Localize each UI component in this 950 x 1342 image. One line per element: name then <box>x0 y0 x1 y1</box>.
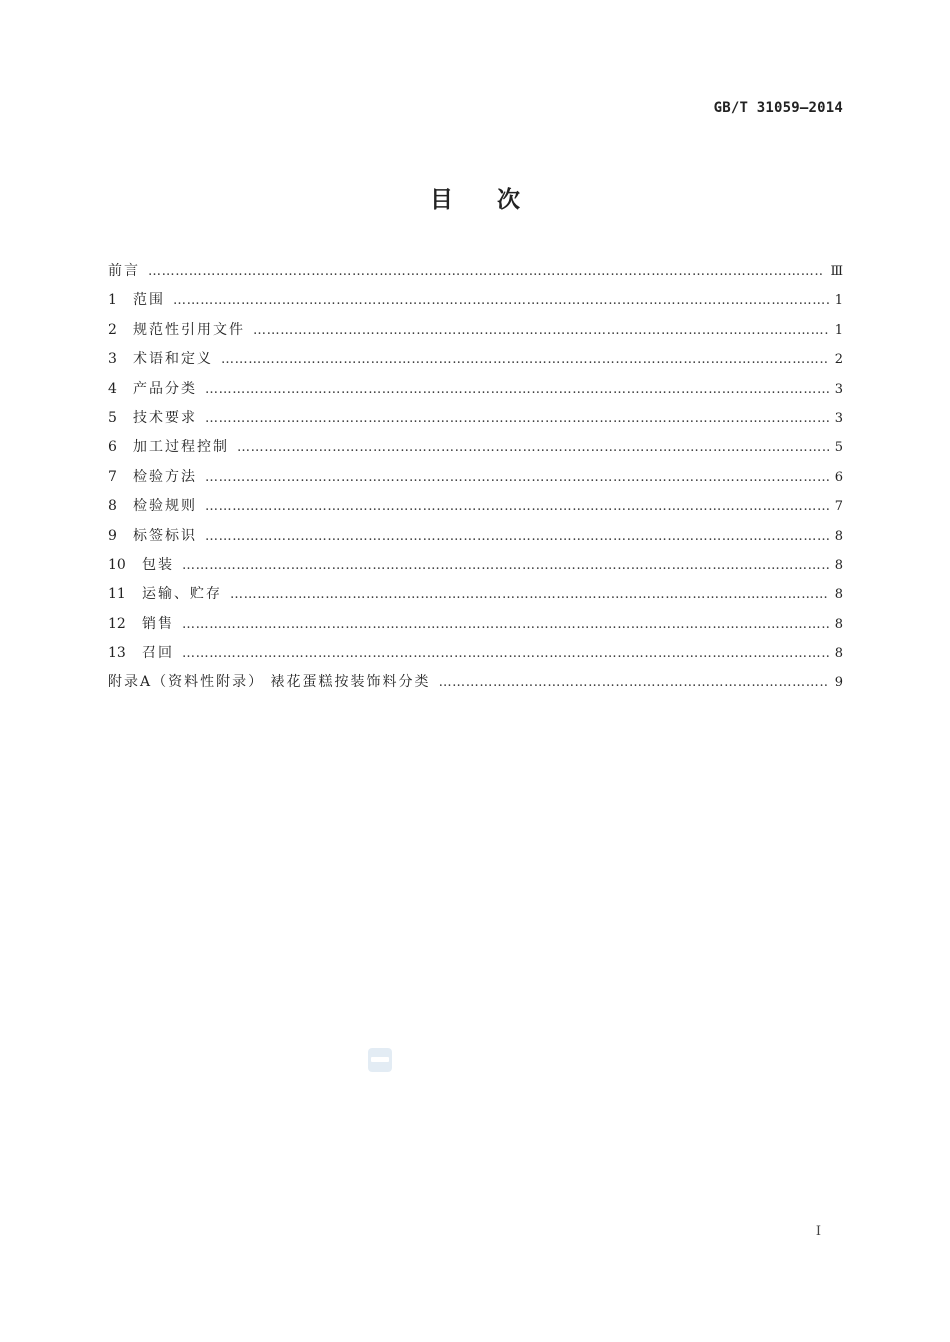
toc-entry-number: 10 <box>108 556 126 573</box>
toc-entry-preface[interactable] <box>108 260 843 289</box>
toc-entry-8[interactable] <box>108 495 843 524</box>
toc-entry-3[interactable] <box>108 348 843 377</box>
toc-leader-dots <box>230 584 829 606</box>
toc-leader-dots <box>205 526 829 548</box>
toc-leader-dots <box>439 672 829 694</box>
toc-entry-page: 1 <box>834 322 843 338</box>
toc-entry-page: 8 <box>834 528 843 544</box>
toc-entry-page: 8 <box>834 616 843 632</box>
toc-entry-number: 1 <box>108 292 117 309</box>
standard-code: GB/T 31059—2014 <box>713 100 843 116</box>
toc-entry-number: 2 <box>108 321 117 338</box>
toc-entry-number: 9 <box>108 527 117 544</box>
toc-entry-label: 标签标识 <box>133 527 197 544</box>
toc-entry-label: 检验方法 <box>133 468 197 485</box>
toc-entry-10[interactable] <box>108 554 843 583</box>
toc-leader-dots <box>205 408 829 430</box>
toc-entry-page: 5 <box>834 440 843 456</box>
toc-entry-4[interactable] <box>108 378 843 407</box>
toc-entry-11[interactable] <box>108 583 843 612</box>
toc-leader-dots <box>182 555 829 577</box>
toc-entry-2[interactable] <box>108 319 843 348</box>
toc-entry-page: 3 <box>834 410 843 426</box>
toc-entry-label: 加工过程控制 <box>133 439 229 456</box>
toc-leader-dots <box>173 290 829 312</box>
page-title: 目次 <box>430 187 564 213</box>
sac-logo-icon <box>368 1048 392 1072</box>
toc-entry-label: 范围 <box>133 292 165 309</box>
toc-entry-page: 7 <box>834 499 843 515</box>
toc-entry-page: 8 <box>834 587 843 603</box>
toc-entry-number: 12 <box>108 615 126 632</box>
toc-entry-13[interactable] <box>108 642 843 671</box>
toc-entry-number: 8 <box>108 498 117 515</box>
toc-entry-label: 技术要求 <box>133 409 197 426</box>
toc-entry-annex-a[interactable] <box>108 671 843 700</box>
toc-entry-label: 术语和定义 <box>133 351 213 368</box>
toc-leader-dots <box>221 349 829 371</box>
toc-entry-page: 2 <box>834 352 843 368</box>
toc-entry-number: 6 <box>108 439 117 456</box>
toc-entry-label: 附录A（资料性附录） 裱花蛋糕按装饰料分类 <box>108 674 431 691</box>
toc-leader-dots <box>182 643 829 665</box>
toc-entry-number: 5 <box>108 409 117 426</box>
toc-entry-number: 11 <box>108 586 126 603</box>
toc-entry-page: 3 <box>834 381 843 397</box>
toc-entry-page: 1 <box>834 293 843 309</box>
toc-entry-12[interactable] <box>108 613 843 642</box>
toc-leader-dots <box>237 437 829 459</box>
toc-entry-label: 销售 <box>142 615 174 632</box>
toc-entry-number: 13 <box>108 645 126 662</box>
toc-leader-dots <box>182 614 829 636</box>
toc-leader-dots <box>148 261 824 283</box>
toc-leader-dots <box>253 320 829 342</box>
toc-entry-page: 9 <box>834 675 843 691</box>
toc-leader-dots <box>205 467 829 489</box>
table-of-contents <box>108 260 843 701</box>
toc-entry-label: 包装 <box>142 556 174 573</box>
toc-entry-7[interactable] <box>108 466 843 495</box>
toc-entry-page: 6 <box>834 469 843 485</box>
toc-entry-label: 运输、贮存 <box>142 586 222 603</box>
toc-entry-5[interactable] <box>108 407 843 436</box>
toc-entry-label: 产品分类 <box>133 380 197 397</box>
toc-entry-page: 8 <box>834 557 843 573</box>
toc-entry-label: 前言 <box>108 263 140 279</box>
toc-entry-1[interactable] <box>108 289 843 318</box>
toc-entry-label: 召回 <box>142 645 174 662</box>
page-number: I <box>815 1224 821 1239</box>
toc-leader-dots <box>205 496 829 518</box>
toc-entry-number: 4 <box>108 380 117 397</box>
toc-leader-dots <box>205 379 829 401</box>
toc-entry-label: 检验规则 <box>133 498 197 515</box>
toc-entry-number: 3 <box>108 351 117 368</box>
toc-entry-9[interactable] <box>108 525 843 554</box>
toc-entry-6[interactable] <box>108 436 843 465</box>
toc-entry-page: 8 <box>834 646 843 662</box>
toc-entry-label: 规范性引用文件 <box>133 321 245 338</box>
toc-entry-page: Ⅲ <box>830 264 843 279</box>
toc-entry-number: 7 <box>108 468 117 485</box>
